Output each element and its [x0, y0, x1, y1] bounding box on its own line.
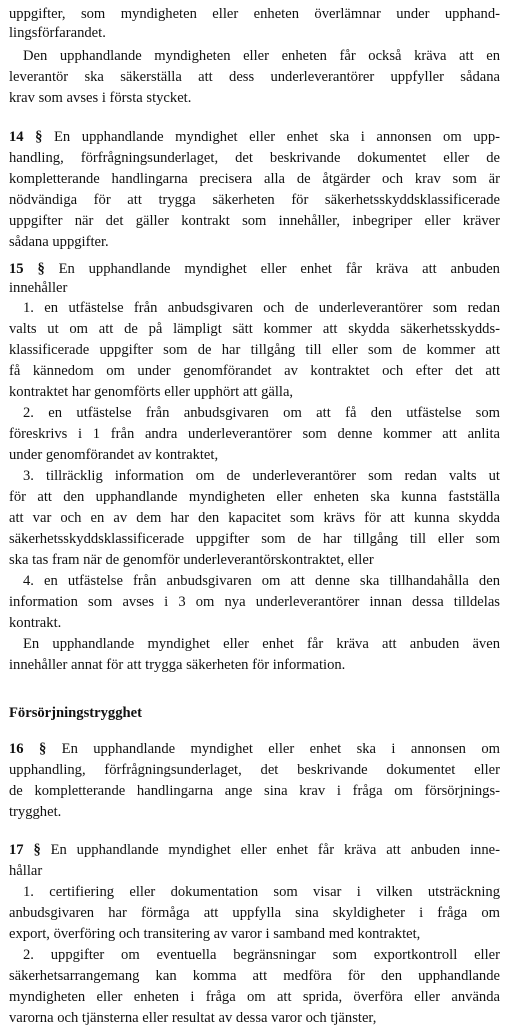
text-line [9, 190, 500, 210]
line-text: leverantör ska säkerställa att dess underleverantörer uppfyller sådana [9, 69, 500, 85]
text-line [23, 945, 500, 965]
line-text: upphandling, förfrågningsunderlaget, det beskrivande dokumentet eller [9, 762, 500, 778]
line-text: 1. en utfästelse från anbudsgivaren och de underleverantörer som redan [23, 300, 500, 316]
line-text: export, överföring och transitering av varor i samband med kontraktet, [9, 926, 421, 942]
line-text: nödvändiga för att trygga säkerheten för säkerhetsskyddsklassificerade [9, 192, 500, 208]
line-text: En upphandlande myndighet eller enhet får kräva att anbuden inne- [50, 842, 500, 858]
line-text: föreskrivs i 1 från andra underleverantörer som denne kommer att anlita [9, 426, 500, 442]
text-line [9, 760, 500, 780]
line-text: valts ut om att de på lämpligt sätt kommer att skydda säkerhetsskydds- [9, 321, 500, 337]
text-line [9, 655, 500, 675]
line-text: innehåller annat för att trygga säkerheten för information. [9, 657, 346, 673]
line-text: uppgifter, som myndigheten eller enheten överlämnar under upphand- [9, 6, 500, 22]
text-line [23, 634, 500, 654]
line-text: 2. uppgifter om eventuella begränsningar som exportkontroll eller [23, 947, 500, 963]
line-text: kontraktet har genomförts eller upphört att gälla, [9, 384, 294, 400]
text-line [23, 571, 500, 591]
line-text: handling, förfrågningsunderlaget, det beskrivande dokumentet eller de [9, 150, 500, 166]
text-line [23, 466, 500, 486]
line-text: En upphandlande myndighet eller enhet får kräva att anbuden [58, 261, 500, 277]
text-line [9, 613, 500, 633]
line-text: 4. en utfästelse från anbudsgivaren om att denne ska tillhandahålla den [23, 573, 500, 589]
text-line [9, 278, 500, 298]
line-text: de kompletterande handlingarna ange sina krav i fråga om försörjnings- [9, 783, 500, 799]
text-line [9, 232, 500, 252]
line-text: En upphandlande myndighet eller enhet ska i annonsen om upp- [54, 129, 500, 145]
text-line [9, 88, 500, 108]
line-text: anbudsgivaren har förmåga att uppfylla sina skyldigheter i fråga om [9, 905, 500, 921]
text-line [23, 46, 500, 66]
text-line [9, 840, 500, 860]
line-text: ska tas fram när de genomför underleverantörskontraktet, eller [9, 552, 374, 568]
text-line [9, 966, 500, 986]
section-heading [9, 703, 500, 723]
line-text: 3. tillräcklig information om de underleverantörer som redan valts ut [23, 468, 500, 484]
section-number: 14 § [9, 129, 43, 145]
text-line [9, 67, 500, 87]
line-text: under genomförandet av kontraktet, [9, 447, 219, 463]
text-line [9, 4, 500, 24]
text-line [9, 903, 500, 923]
line-text: En upphandlande myndighet eller enhet ska i annonsen om [61, 741, 500, 757]
text-line [23, 403, 500, 423]
text-line [9, 861, 500, 881]
text-line [9, 382, 500, 402]
section-number: 15 § [9, 261, 45, 277]
text-line [9, 148, 500, 168]
line-text: innehåller [9, 280, 68, 296]
text-line [9, 319, 500, 339]
text-line [9, 987, 500, 1007]
line-text: sådana uppgifter. [9, 234, 109, 250]
line-text: 1. certifiering eller dokumentation som visar i vilken utsträckning [23, 884, 500, 900]
line-text: kontrakt. [9, 615, 62, 631]
text-line [9, 529, 500, 549]
text-line [9, 802, 500, 822]
line-text: myndigheten eller enheten i fråga om att sprida, överföra eller använda [9, 989, 500, 1005]
line-text: krav som avses i första stycket. [9, 90, 192, 106]
text-line [9, 781, 500, 801]
line-text: klassificerade uppgifter som de har tillgång till eller som de kommer att [9, 342, 500, 358]
line-text: hållar [9, 863, 43, 879]
line-text: för att den upphandlande myndigheten eller enheten ska kunna fastställa [9, 489, 500, 505]
text-line [9, 424, 500, 444]
text-line [9, 23, 500, 43]
line-text: uppgifter när det gäller kontrakt som innehåller, inbegriper eller kräver [9, 213, 500, 229]
heading-text: Försörjningstrygghet [9, 705, 142, 721]
line-text: 2. en utfästelse från anbudsgivaren om att få den utfästelse som [23, 405, 500, 421]
line-text: kompletterande handlingarna precisera alla de åtgärder och krav som är [9, 171, 500, 187]
line-text: lingsförfarandet. [9, 25, 106, 41]
line-text: Den upphandlande myndigheten eller enheten får också kräva att en [23, 48, 500, 64]
text-line [9, 739, 500, 759]
text-line [9, 508, 500, 528]
text-line [9, 924, 500, 944]
section-number: 16 § [9, 741, 47, 757]
text-line [9, 361, 500, 381]
text-line [9, 592, 500, 612]
section-number: 17 § [9, 842, 41, 858]
text-line [9, 127, 500, 147]
text-line [9, 487, 500, 507]
text-line [9, 259, 500, 279]
line-text: En upphandlande myndighet eller enhet får kräva att anbuden även [23, 636, 500, 652]
text-line [23, 298, 500, 318]
line-text: varorna och tjänsterna eller resultat av dessa varor och tjänster, [9, 1010, 377, 1026]
text-line [23, 882, 500, 902]
text-line [9, 340, 500, 360]
text-line [9, 445, 500, 465]
text-line [9, 550, 500, 570]
text-line [9, 1008, 500, 1028]
line-text: trygghet. [9, 804, 62, 820]
text-line [9, 211, 500, 231]
line-text: information som avses i 3 om nya underleverantörer innan dessa tilldelas [9, 594, 500, 610]
line-text: säkerhetsskyddsklassificerade uppgifter som de har tillgång till eller som [9, 531, 500, 547]
text-line [9, 169, 500, 189]
line-text: säkerhetsarrangemang kan komma att medföra för den upphandlande [9, 968, 500, 984]
line-text: få kännedom om under genomförandet av kontraktet och efter det att [9, 363, 500, 379]
line-text: att var och en av dem har den kapacitet som krävs för att kunna skydda [9, 510, 500, 526]
